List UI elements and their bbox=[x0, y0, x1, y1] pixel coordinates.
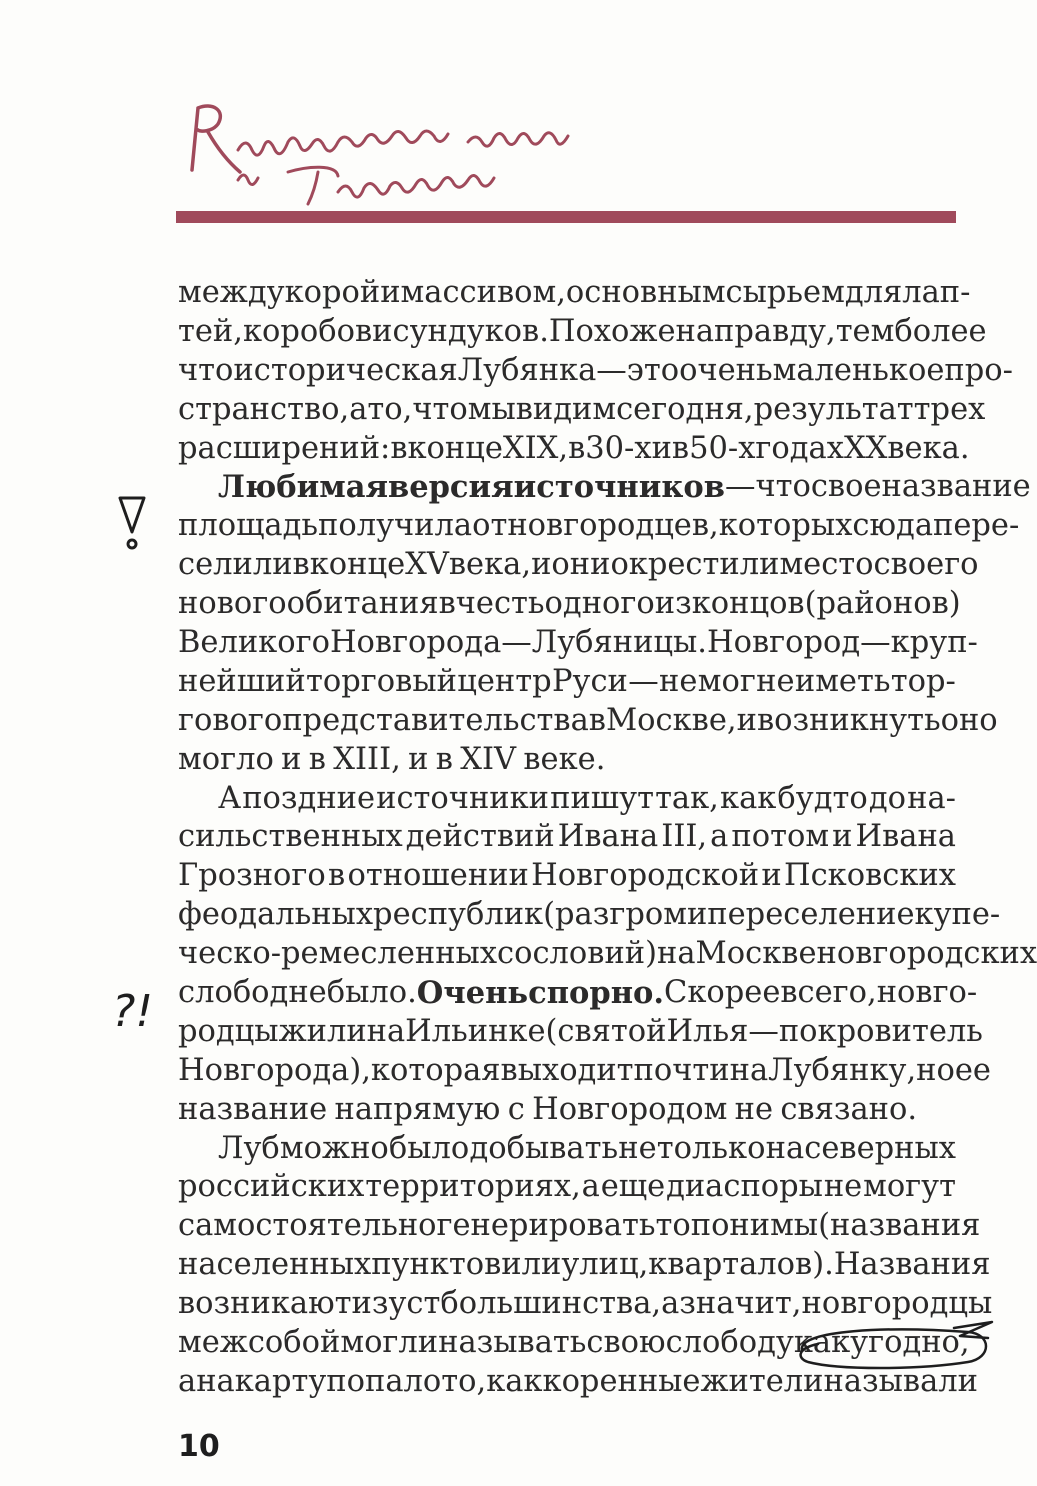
text-line: родцы жили на Ильинке (святой Илья — покровитель bbox=[178, 1013, 983, 1049]
text-line: могло и в XIII, и в XIV веке. bbox=[178, 741, 606, 777]
text-line: селили в конце XV века, и они окрестили место своего bbox=[178, 547, 979, 583]
text-line: сильственных действий Ивана III, а потом и Ивана bbox=[178, 819, 956, 855]
body-text bbox=[178, 274, 1037, 1402]
text-line: А поздние источники пишут так, как будто до на- bbox=[218, 780, 956, 816]
text-line: гового представительства в Москве, и возникнуть оно bbox=[178, 702, 998, 738]
text-line: российских территориях, а еще диаспоры не могут bbox=[178, 1169, 956, 1205]
text-line: населенных пунктов или улиц, кварталов). Названия bbox=[178, 1247, 991, 1283]
chapter-title-script bbox=[168, 80, 668, 220]
bold-phrase: Очень bbox=[416, 975, 529, 1012]
text-line: а на карту попало то, как коренные жители называли bbox=[178, 1363, 978, 1399]
title-underline bbox=[176, 211, 956, 223]
text-line: слобод не было. Очень спорно. Скорее всего, новго- bbox=[178, 975, 978, 1012]
text-line: ческо-ремесленных сословий) на Москве новгородских bbox=[178, 936, 1037, 972]
text-line: Луб можно было добывать не только на северных bbox=[218, 1130, 956, 1166]
text-line: возникают из уст большинства, а значит, новгородцы bbox=[178, 1286, 993, 1322]
text-line: меж собой могли называть свою слободу как угодно, bbox=[178, 1325, 970, 1361]
text-line: тей, коробов и сундуков. Похоже на правду, тем более bbox=[178, 313, 987, 349]
text-line: странство, а то, что мы видим сегодня, результат трех bbox=[178, 391, 986, 427]
question-exclamation-annotation: ?! bbox=[112, 986, 153, 1037]
handwritten-circle-annotation bbox=[778, 1308, 998, 1378]
text-line: феодальных республик (разгром и переселение купе- bbox=[178, 897, 1001, 933]
text-line: расширений: в конце XIX, в 30-х и в 50-х годах XX века. bbox=[178, 430, 970, 466]
bold-phrase: Любимая bbox=[218, 469, 388, 506]
text-line: Новгорода), которая выходит почти на Лубянку, но ее bbox=[178, 1052, 991, 1088]
text-line: что историческая Лубянка — это очень маленькое про- bbox=[178, 352, 1013, 388]
text-line: нового обитания в честь одного из концов (районов) bbox=[178, 586, 961, 622]
text-line: Великого Новгорода — Лубяницы. Новгород — круп- bbox=[178, 625, 978, 661]
text-line: нейший торговый центр Руси — не мог не иметь тор- bbox=[178, 663, 956, 699]
text-line: название напрямую с Новгородом не связано. bbox=[178, 1091, 918, 1127]
text-line: площадь получила от новгородцев, которых сюда пере- bbox=[178, 508, 1020, 544]
text-line: Любимая версия источников — что свое название bbox=[218, 469, 1031, 506]
text-line: самостоятельно генерировать топонимы (названия bbox=[178, 1208, 981, 1244]
page-number: 10 bbox=[178, 1429, 220, 1464]
text-line: Грозного в отношении Новгородской и Псковских bbox=[178, 858, 956, 894]
text-line: между корой и массивом, основным сырьем для лап- bbox=[178, 275, 971, 310]
exclamation-mark-annotation bbox=[112, 494, 152, 554]
